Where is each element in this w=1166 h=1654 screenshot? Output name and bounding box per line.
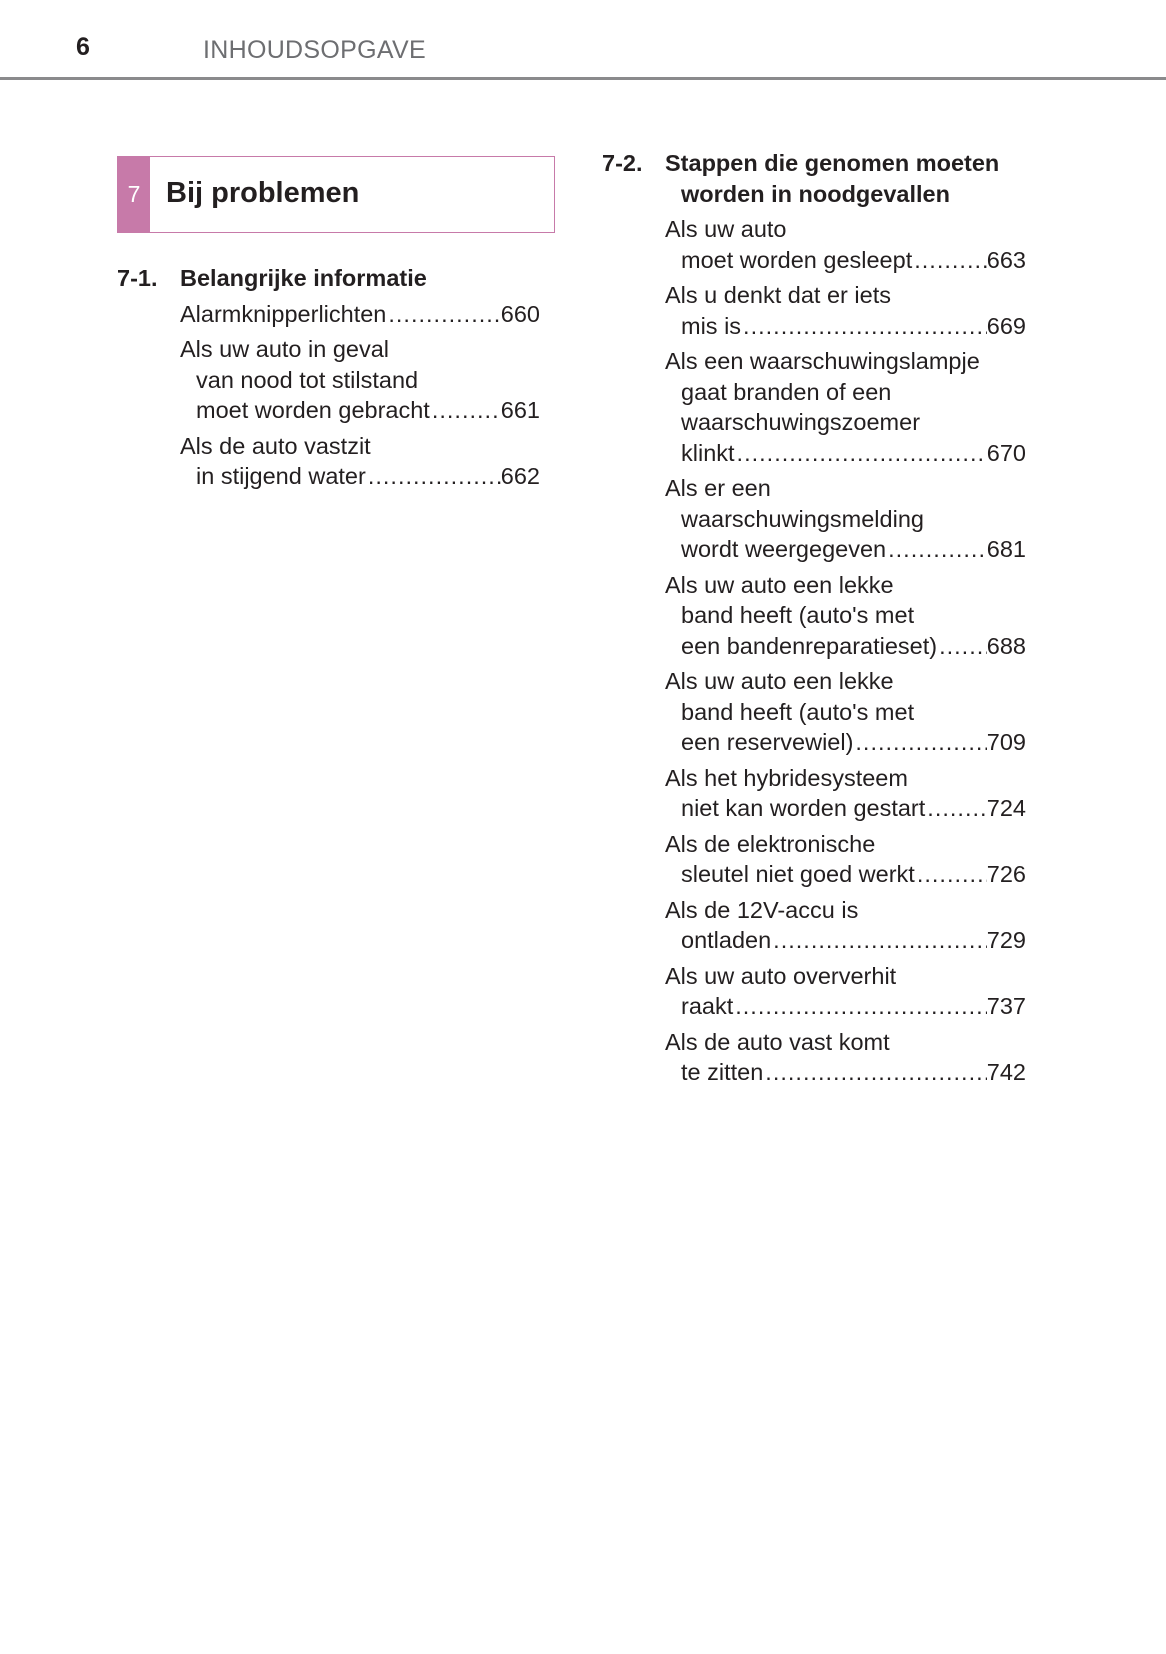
dot-leader xyxy=(733,991,987,1022)
toc-entry-text: van nood tot stilstand xyxy=(196,366,419,393)
page-ref[interactable]: 662 xyxy=(500,463,540,489)
toc-section-7-2 xyxy=(602,148,1026,1088)
toc-entry[interactable] xyxy=(665,961,1026,1022)
toc-entry-text: raakt xyxy=(681,993,734,1019)
page-ref[interactable]: 688 xyxy=(986,632,1026,659)
toc-entry-text: Als uw auto een lekke xyxy=(665,668,894,694)
section-heading[interactable] xyxy=(117,263,540,294)
section-number: 7-1. xyxy=(117,265,158,291)
page-number: 6 xyxy=(76,33,90,61)
toc-entry-line xyxy=(665,534,1026,565)
toc-entry-text: Als de 12V-accu is xyxy=(665,896,859,923)
page-ref[interactable]: 729 xyxy=(986,927,1026,953)
toc-entry-line xyxy=(180,431,540,462)
toc-entry-line xyxy=(180,365,540,396)
dot-leader xyxy=(912,245,987,276)
section-title xyxy=(665,148,1026,209)
toc-entry[interactable] xyxy=(665,570,1026,662)
toc-entry-line xyxy=(665,829,1026,860)
toc-entry-text: Als de auto vastzit xyxy=(180,432,371,459)
toc-entry-line xyxy=(665,666,1026,697)
dot-leader xyxy=(386,299,500,330)
toc-entry-line xyxy=(665,793,1026,824)
toc-entry-line xyxy=(665,504,1026,535)
page-ref[interactable]: 660 xyxy=(500,300,540,327)
dot-leader xyxy=(937,631,987,662)
toc-entry-line xyxy=(665,311,1026,342)
page-ref[interactable]: 709 xyxy=(986,729,1026,755)
toc-entry-text: moet worden gesleept xyxy=(681,246,913,273)
toc-entry-text: een bandenreparatieset) xyxy=(681,632,938,659)
toc-entry-text: wordt weergegeven xyxy=(681,536,887,562)
toc-entry-text: Als uw auto een lekke xyxy=(665,571,894,598)
toc-entry-line xyxy=(665,961,1026,992)
toc-entry-text: Als uw auto xyxy=(665,216,787,242)
toc-entry-line xyxy=(180,299,540,330)
toc-entry-text: Als uw auto oververhit xyxy=(665,962,897,989)
toc-entry-line xyxy=(180,334,540,365)
toc-entry[interactable] xyxy=(665,346,1026,468)
toc-entry-text: waarschuwingsmelding xyxy=(681,505,924,532)
toc-entry-text: Alarmknipperlichten xyxy=(180,300,387,327)
toc-entry[interactable] xyxy=(665,473,1026,565)
toc-entry-text: te zitten xyxy=(681,1059,764,1085)
toc-entry-text: in stijgend water xyxy=(196,463,366,489)
dot-leader xyxy=(430,395,501,426)
toc-entry-text: moet worden gebracht xyxy=(196,397,430,423)
toc-entry[interactable] xyxy=(665,280,1026,341)
toc-entry-text: gaat branden of een xyxy=(681,378,892,405)
toc-entry-text: niet kan worden gestart xyxy=(681,795,926,821)
toc-entry-text: klinkt xyxy=(681,439,735,466)
toc-entry-line xyxy=(665,895,1026,926)
section-title-line: Stappen die genomen moeten xyxy=(665,150,1000,176)
toc-entry[interactable] xyxy=(665,895,1026,956)
dot-leader xyxy=(771,925,987,956)
toc-entry-line xyxy=(665,727,1026,758)
toc-entry-line xyxy=(665,346,1026,377)
toc-entry-text: een reservewiel) xyxy=(681,729,854,755)
page-ref[interactable]: 742 xyxy=(986,1059,1026,1085)
toc-entry-text: Als de elektronische xyxy=(665,830,876,857)
toc-entry-line xyxy=(180,461,540,492)
toc-entry[interactable] xyxy=(665,763,1026,824)
section-title-line: Belangrijke informatie xyxy=(180,265,427,291)
header-rule xyxy=(0,77,1166,80)
page-ref[interactable]: 670 xyxy=(986,439,1026,466)
toc-entry[interactable] xyxy=(665,666,1026,758)
chapter-box xyxy=(117,156,555,233)
chapter-title: Bij problemen xyxy=(166,177,360,209)
section-title xyxy=(180,263,540,294)
toc-entry-line xyxy=(665,763,1026,794)
page-header xyxy=(0,0,1166,80)
toc-entry-line xyxy=(665,991,1026,1022)
page-ref[interactable]: 661 xyxy=(500,397,540,423)
toc-entry-text: Als de auto vast komt xyxy=(665,1028,890,1055)
page-ref[interactable]: 724 xyxy=(986,795,1026,821)
toc-entry-text: band heeft (auto's met xyxy=(681,602,915,628)
dot-leader xyxy=(735,438,987,469)
page-ref[interactable]: 737 xyxy=(986,993,1026,1019)
toc-entry-line xyxy=(665,280,1026,311)
toc-entry-line xyxy=(665,377,1026,408)
toc-entry[interactable] xyxy=(665,1027,1026,1088)
toc-entry-text: Als u denkt dat er iets xyxy=(665,282,891,308)
toc-entry-line xyxy=(665,473,1026,504)
toc-entry-line xyxy=(665,570,1026,601)
page-ref[interactable]: 663 xyxy=(986,246,1026,273)
toc-entry-line xyxy=(665,438,1026,469)
toc-entry-text: mis is xyxy=(681,312,742,339)
header-title: INHOUDSOPGAVE xyxy=(203,36,426,64)
toc-entry-text: waarschuwingszoemer xyxy=(681,409,921,435)
toc-entry-line xyxy=(665,1057,1026,1088)
toc-entry-line xyxy=(665,925,1026,956)
toc-entry-text: Als er een xyxy=(665,475,771,501)
dot-leader xyxy=(925,793,986,824)
dot-leader xyxy=(853,727,986,758)
dot-leader xyxy=(741,311,987,342)
page-ref[interactable]: 681 xyxy=(986,536,1026,562)
toc-entry-text: Als een waarschuwingslampje xyxy=(665,348,980,374)
dot-leader xyxy=(366,461,501,492)
toc-entry[interactable] xyxy=(180,431,540,492)
toc-entry-text: Als uw auto in geval xyxy=(180,336,390,362)
entry-list xyxy=(117,299,540,492)
toc-entry-text: Als het hybridesysteem xyxy=(665,764,908,791)
toc-entry-line xyxy=(180,395,540,426)
toc-entry[interactable] xyxy=(180,334,540,426)
page-ref[interactable]: 669 xyxy=(986,312,1026,339)
chapter-number-tab: 7 xyxy=(118,157,150,232)
toc-entry-text: band heeft (auto's met xyxy=(681,698,915,725)
dot-leader xyxy=(915,859,987,890)
toc-entry[interactable] xyxy=(665,214,1026,275)
toc-entry-line xyxy=(665,631,1026,662)
toc-entry-line xyxy=(665,1027,1026,1058)
toc-entry-line xyxy=(665,214,1026,245)
toc-entry[interactable] xyxy=(665,829,1026,890)
dot-leader xyxy=(763,1057,986,1088)
toc-entry-text: ontladen xyxy=(681,927,772,953)
toc-entry-line xyxy=(665,600,1026,631)
entry-list xyxy=(602,214,1026,1088)
toc-entry-text: sleutel niet goed werkt xyxy=(681,861,915,887)
toc-entry[interactable] xyxy=(180,299,540,330)
section-title-line: worden in noodgevallen xyxy=(681,180,950,207)
dot-leader xyxy=(886,534,987,565)
toc-entry-line xyxy=(665,407,1026,438)
toc-section-7-1 xyxy=(117,263,540,492)
page-ref[interactable]: 726 xyxy=(986,861,1026,887)
section-heading[interactable] xyxy=(602,148,1026,209)
toc-entry-line xyxy=(665,245,1026,276)
toc-entry-line xyxy=(665,859,1026,890)
toc-entry-line xyxy=(665,697,1026,728)
section-number: 7-2. xyxy=(602,150,643,176)
